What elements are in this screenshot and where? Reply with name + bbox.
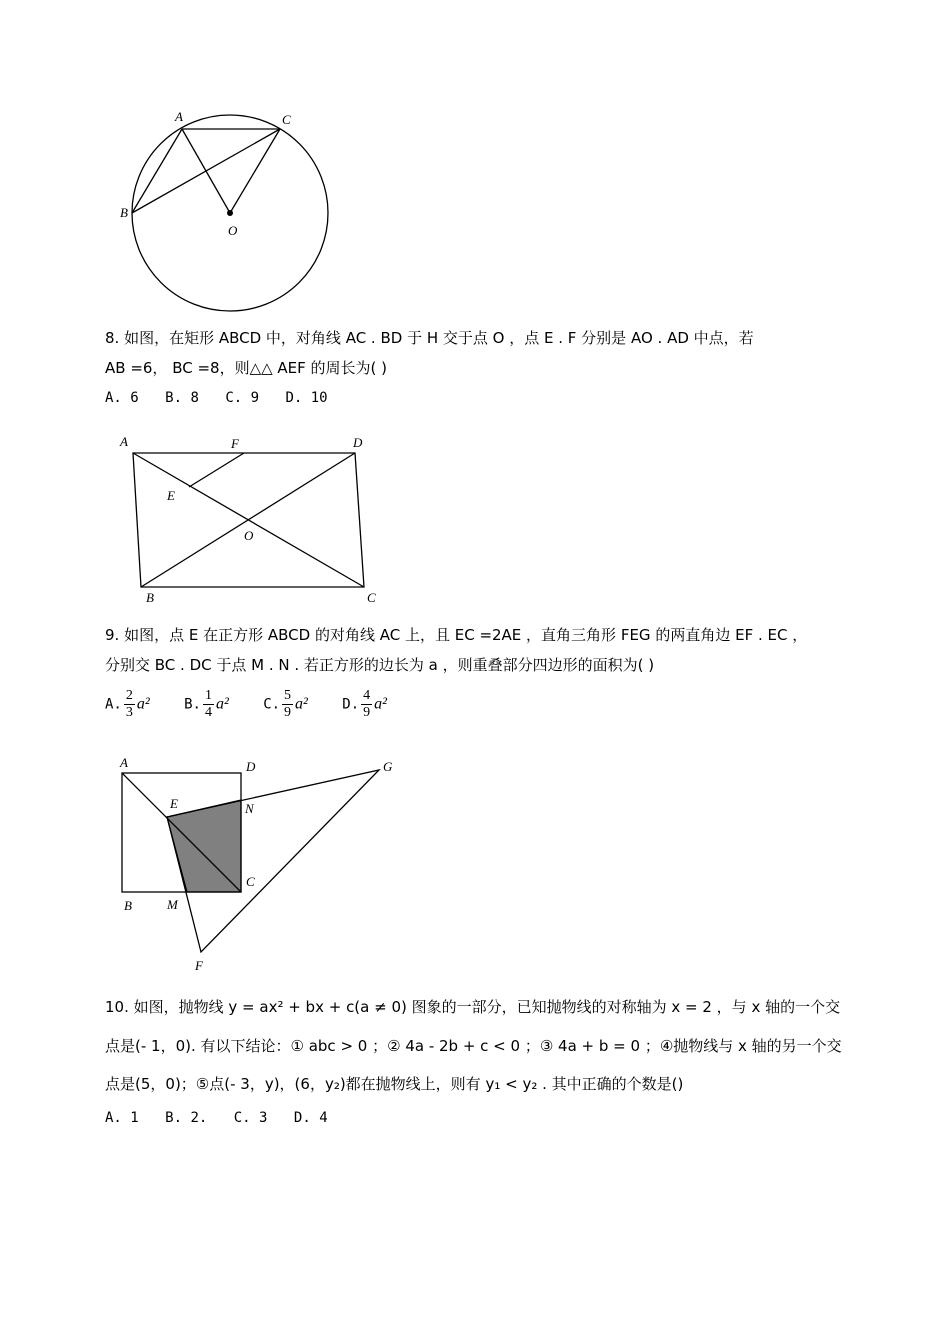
- label-e: E: [170, 796, 178, 811]
- label-b: B: [120, 205, 128, 220]
- q9-option-c: C. $\frac{5}{9}$ a²: [263, 688, 308, 720]
- q9-option-d: D. $\frac{4}{9}$ a²: [342, 688, 387, 720]
- label-d: D: [246, 759, 256, 774]
- q9-square-figure: [110, 750, 410, 980]
- label-n: N: [245, 801, 254, 816]
- diagonal-bd: [141, 453, 355, 587]
- q10-options: [105, 1110, 346, 1126]
- label-c: C: [367, 590, 376, 605]
- label-m: M: [167, 897, 178, 912]
- label-g: G: [383, 759, 393, 774]
- label-o: O: [228, 223, 238, 238]
- center-point-o: [227, 210, 233, 216]
- label-c: C: [246, 874, 255, 889]
- q8-option-b: B. 8: [165, 390, 199, 406]
- label-d: D: [353, 435, 363, 450]
- q10-line2: 点是(- 1，0). 有以下结论：① abc > 0 ；② 4a - 2b + c < 0 ；③ 4a + b = 0 ；④抛物线与 x 轴的另一个交: [105, 1037, 842, 1055]
- q10-option-b: B. 2.: [165, 1110, 208, 1126]
- q8-line1: 8. 如图，在矩形 ABCD 中，对角线 AC . BD 于 H 交于点 O ，点 E . F 分别是 AO . AD 中点，若: [105, 329, 754, 347]
- q9-option-b: B. $\frac{1}{4}$ a²: [184, 688, 229, 720]
- q8-option-c: C. 9: [225, 390, 260, 406]
- chord-ab: [132, 129, 182, 213]
- label-f: F: [195, 958, 203, 973]
- label-b: B: [146, 590, 154, 605]
- q10-option-a: A. 1: [105, 1110, 139, 1126]
- q10-option-c: C. 3: [233, 1110, 268, 1126]
- q9-line1: 9. 如图，点 E 在正方形 ABCD 的对角线 AC 上，且 EC =2AE ，直角三角形 FEG 的两直角边 EF . EC ，: [105, 626, 808, 644]
- q8-option-a: A. 6: [105, 390, 139, 406]
- label-a: A: [120, 434, 128, 449]
- q10-option-d: D. 4: [293, 1110, 328, 1126]
- label-e: E: [167, 488, 175, 503]
- segment-ef: [189, 453, 244, 487]
- label-o: O: [244, 528, 254, 543]
- q8-options: [105, 390, 346, 406]
- q10-line1: 10. 如图，抛物线 y = ax² + bx + c(a ≠ 0) 图象的一部分，已知抛物线的对称轴为 x = 2 ，与 x 轴的一个交: [105, 998, 841, 1016]
- q9-line2: 分别交 BC . DC 于点 M . N . 若正方形的边长为 a ，则重叠部分四边形的面积为( ): [105, 656, 655, 674]
- q9-option-a: A. $\frac{2}{3}$ a²: [105, 688, 150, 720]
- label-a: A: [120, 755, 128, 770]
- q8-line2: AB =6， BC =8，则△△ AEF 的周长为( ): [105, 359, 388, 377]
- q10-line3: 点是(5，0)；⑤点(- 3，y)，(6，y₂)都在抛物线上，则有 y₁ < y₂ . 其中正确的个数是(): [105, 1075, 684, 1093]
- label-a: A: [175, 109, 183, 124]
- q7-circle-figure: [110, 100, 350, 320]
- label-c: C: [282, 112, 291, 127]
- label-b: B: [124, 898, 132, 913]
- label-f: F: [231, 436, 239, 451]
- q8-option-d: D. 10: [285, 390, 328, 406]
- shaded-quadrilateral: [167, 800, 241, 892]
- q9-options: [105, 688, 413, 721]
- segment-co: [230, 129, 280, 213]
- q8-rectangle-figure: [110, 430, 390, 610]
- segment-ao: [182, 129, 230, 213]
